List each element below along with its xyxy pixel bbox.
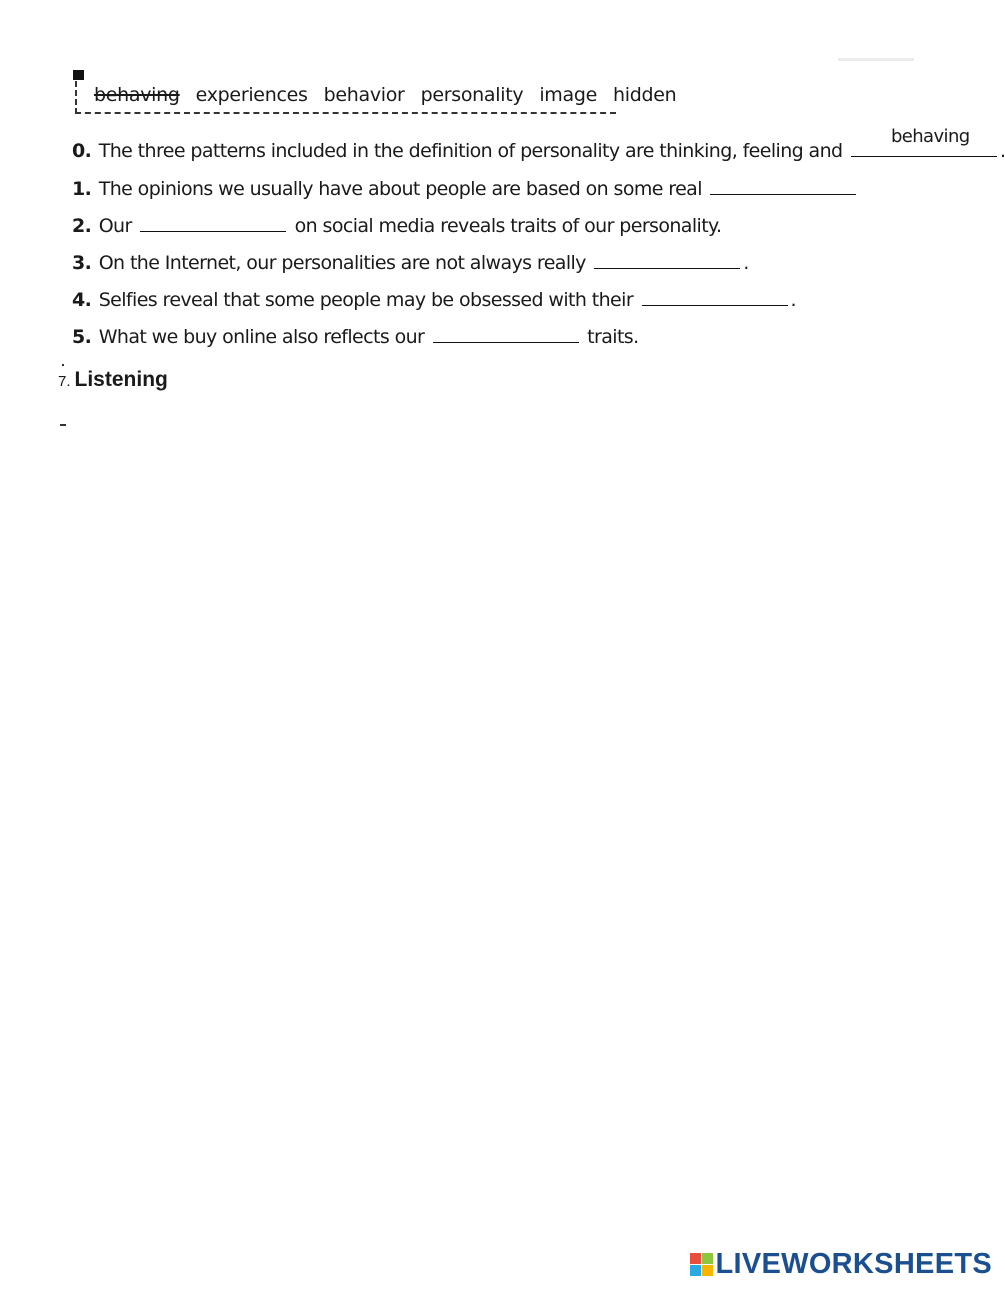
brand-footer <box>690 1248 993 1281</box>
word-bank-item: behavior <box>323 84 405 106</box>
stray-dot <box>62 364 64 366</box>
word-bank-item: hidden <box>613 84 677 106</box>
sentence-text: The opinions we usually have about people are based on some real <box>98 178 702 200</box>
word-bank-item: experiences <box>195 84 308 106</box>
sentence-text: On the Internet, our personalities are not always really <box>98 252 586 274</box>
sentence-5 <box>72 322 639 348</box>
sentence-end: . <box>790 289 796 311</box>
answer-blank[interactable] <box>140 211 286 232</box>
section-title: Listening <box>74 368 168 391</box>
sentence-number: 0. <box>72 140 92 162</box>
sentence-end: traits. <box>587 326 639 348</box>
answer-blank[interactable] <box>433 322 579 343</box>
answer-blank[interactable] <box>851 126 997 157</box>
word-bank <box>75 72 677 114</box>
sentence-end: . <box>743 252 749 274</box>
sentence-number: 1. <box>72 178 92 200</box>
sentence-text: What we buy online also reflects our <box>98 326 425 348</box>
word-bank-marker <box>73 70 84 80</box>
word-bank-list <box>94 84 676 106</box>
answer-blank[interactable] <box>594 248 740 269</box>
answer-blank[interactable] <box>710 174 856 195</box>
sentence-number: 5. <box>72 326 92 348</box>
sentence-text: The three patterns included in the definition of personality are thinking, feeling and <box>98 140 843 162</box>
stray-dash <box>60 424 66 426</box>
answer-blank[interactable] <box>642 285 788 306</box>
word-bank-item: personality <box>420 84 524 106</box>
section-number: 7. <box>58 373 71 390</box>
corner-mark <box>838 58 914 61</box>
sentence-1 <box>72 174 859 200</box>
answer-text: behaving <box>890 126 970 147</box>
sentence-text: Selfies reveal that some people may be obsessed with their <box>98 289 634 311</box>
sentence-0 <box>72 126 1005 162</box>
section-heading <box>58 368 168 392</box>
sentence-4 <box>72 285 796 311</box>
sentence-end: on social media reveals traits of our personality. <box>294 215 722 237</box>
brand-logo-icon <box>690 1253 713 1276</box>
sentence-text: Our <box>98 215 132 237</box>
brand-name: LIVEWORKSHEETS <box>715 1248 992 1280</box>
sentence-number: 2. <box>72 215 92 237</box>
sentence-number: 3. <box>72 252 92 274</box>
sentence-end: . <box>999 140 1005 162</box>
word-bank-item: image <box>539 84 597 106</box>
sentence-3 <box>72 248 749 274</box>
sentence-number: 4. <box>72 289 92 311</box>
sentence-2 <box>72 211 721 237</box>
word-bank-item-used: behaving <box>94 84 180 106</box>
